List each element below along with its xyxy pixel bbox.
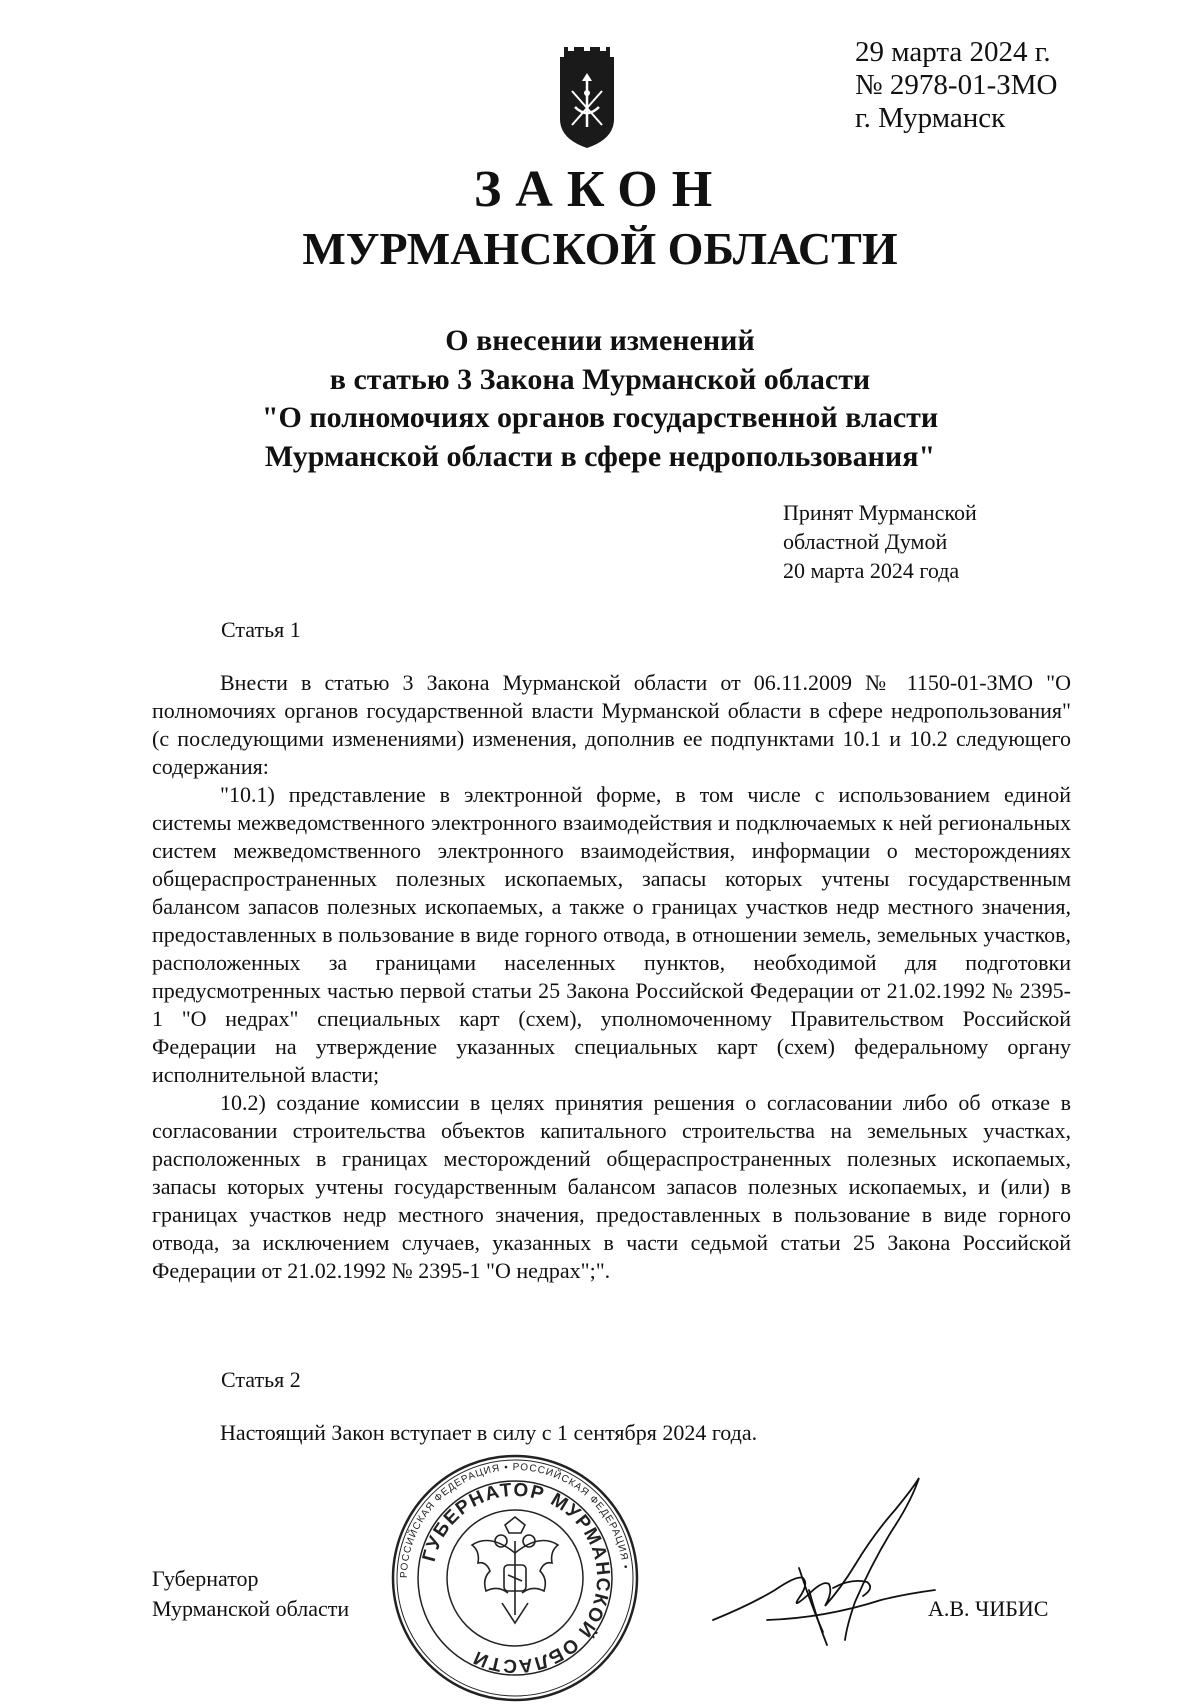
- document-header-meta: [855, 36, 1058, 135]
- law-title: ЗАКОН: [473, 161, 727, 218]
- document-number: № 2978-01-ЗМО: [855, 69, 1058, 101]
- handwritten-signature: [705, 1470, 940, 1675]
- murmansk-coat-of-arms: [558, 47, 616, 150]
- adoption-note-line: 20 марта 2024 года: [783, 558, 960, 583]
- article-1-paragraph: 10.2) создание комиссии в целях принятия решения о согласовании либо об отказе в согласовании строительства объектов капитального строительства на земельных участках, расположенных в границах месторождений общераспространенных полезных ископаемых, запасы которых учтены государственным балансом запасов полезных ископаемых, и (или) в границах участков недр местного значения, предоставленных в пользование в виде горного отвода, за исключением случаев, указанных в части седьмой статьи 25 Закона Российской Федерации от 21.02.1992 № 2395-1 "О недрах";".: [152, 1090, 1071, 1283]
- signatory-name: А.В. ЧИБИС: [928, 1596, 1049, 1621]
- article-1-body: [152, 669, 1071, 1285]
- seal-outer-text: РОССИЙСКАЯ ФЕДЕРАЦИЯ • РОССИЙСКАЯ ФЕДЕРАЦИЯ •: [398, 1461, 631, 1579]
- law-subject-line: "О полномочиях органов государственной власти: [261, 401, 939, 434]
- adoption-note-line: областной Думой: [783, 529, 948, 554]
- signatory-title-line: Мурманской области: [152, 1596, 350, 1621]
- law-subject-line: в статью 3 Закона Мурманской области: [329, 362, 871, 396]
- adoption-note-line: Принят Мурманской: [783, 500, 977, 525]
- signatory-title: [152, 1564, 349, 1624]
- law-subject-line: Мурманской области в сфере недропользования": [264, 439, 936, 473]
- article-1-paragraph: Внести в статью 3 Закона Мурманской области от 06.11.2009 № 1150-01-ЗМО "О полномочиях органов государственной власти Мурманской области в сфере недропользования" (с последующими изменениями) изменения, дополнив ее подпунктами 10.1 и 10.2 следующего содержания:: [152, 670, 1071, 779]
- law-subject: [0, 322, 1200, 476]
- article-2-paragraph: Настоящий Закон вступает в силу с 1 сентября 2024 года.: [220, 1420, 758, 1445]
- document-date: 29 марта 2024 г.: [855, 36, 1051, 68]
- double-headed-eagle-icon: [472, 1517, 558, 1623]
- article-1-heading: Статья 1: [221, 617, 301, 642]
- article-2-heading: Статья 2: [221, 1367, 301, 1392]
- seal-inner-text: ГУБЕРНАТОР МУРМАНСКОЙ ОБЛАСТИ: [418, 1479, 614, 1677]
- signatory-title-line: Губернатор: [152, 1566, 259, 1591]
- article-1-paragraph: "10.1) представление в электронной форме, в том числе с использованием единой системы межведомственного электронного взаимодействия и подключаемых к ней региональных систем межведомственного электронного взаимодействия, информации о месторождениях общераспространенных полезных ископаемых, запасы которых учтены государственным балансом запасов полезных ископаемых, а также о границах участков недр местного значения, предоставленных в пользование в виде горного отвода, в отношении земель, земельных участков, расположенных за границами населенных пунктов, необходимой для подготовки предусмотренных частью первой статьи 25 Закона Российской Федерации от 21.02.1992 № 2395-1 "О недрах" специальных карт (схем), уполномоченному Правительством Российской Федерации на утверждение указанных специальных карт (схем) федеральному органу исполнительной власти;: [152, 782, 1071, 1087]
- document-city: г. Мурманск: [855, 102, 1006, 134]
- law-subject-line: О внесении изменений: [445, 324, 755, 357]
- law-region-title: МУРМАНСКОЙ ОБЛАСТИ: [302, 223, 898, 274]
- adoption-note: [783, 498, 977, 585]
- article-2-body: [152, 1419, 1071, 1447]
- official-seal: [390, 1453, 640, 1703]
